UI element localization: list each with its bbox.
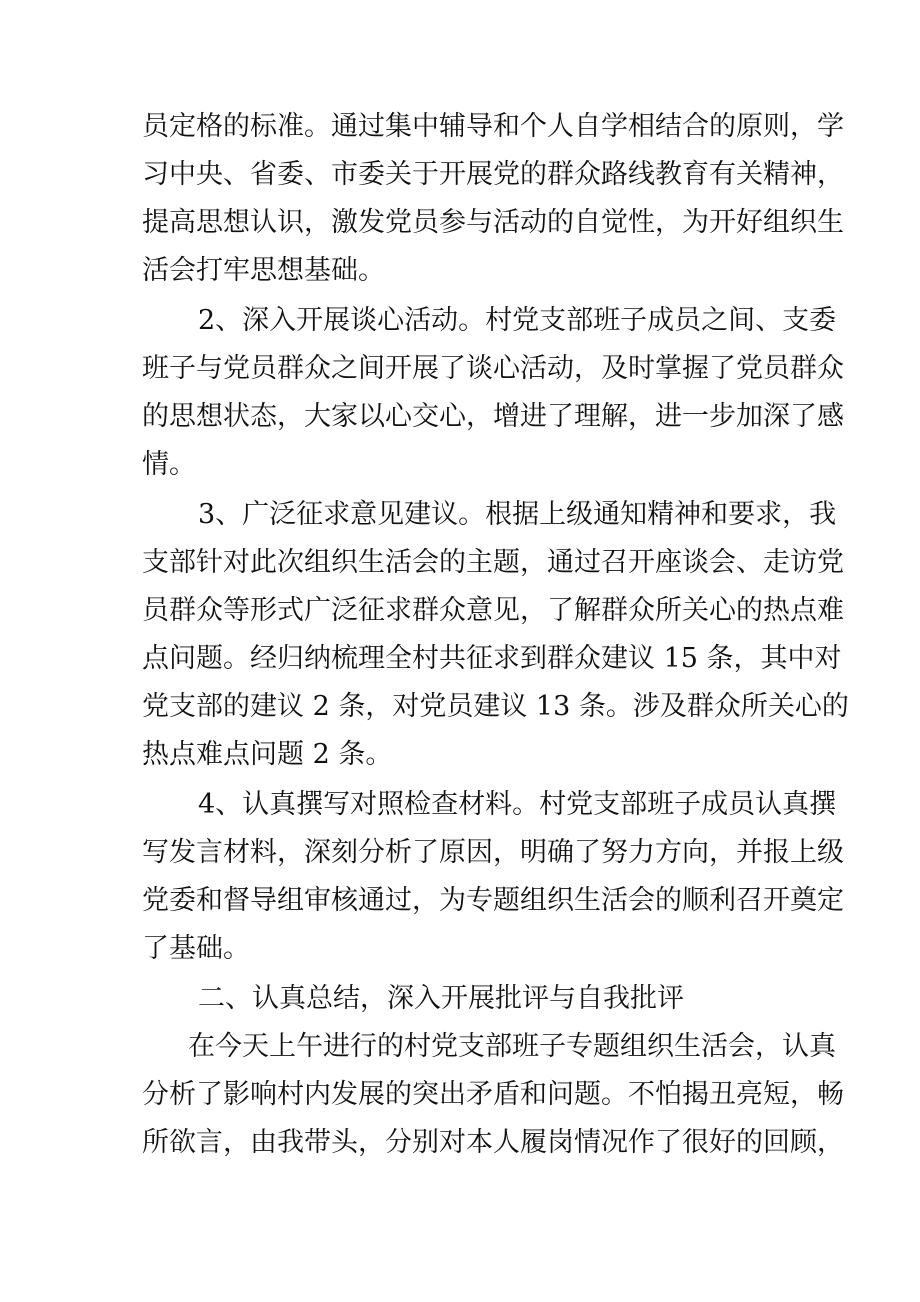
text-line-17: 党委和督导组审核通过，为专题组织生活会的顺利召开奠定 — [142, 885, 844, 916]
text-line-20: 在今天上午进行的村党支部班子专题组织生活会，认真 — [188, 1031, 836, 1062]
text-line-11: 员群众等形式广泛征求群众意见，了解群众所关心的热点难 — [142, 595, 844, 626]
text-line-14: 热点难点问题 2 条。 — [142, 739, 393, 770]
text-line-2: 习中央、省委、市委关于开展党的群众路线教育有关精神， — [142, 159, 844, 190]
text-line-21: 分析了影响村内发展的突出矛盾和问题。不怕揭丑亮短，畅 — [142, 1079, 844, 1110]
text-line-8: 情。 — [142, 449, 196, 480]
text-line-6: 班子与党员群众之间开展了谈心活动，及时掌握了党员群众 — [142, 353, 844, 384]
text-line-13: 党支部的建议 2 条，对党员建议 13 条。涉及群众所关心的 — [142, 691, 849, 722]
section-heading: 二、认真总结，深入开展批评与自我批评 — [198, 983, 684, 1014]
text-line-10: 支部针对此次组织生活会的主题，通过召开座谈会、走访党 — [142, 547, 844, 578]
text-line-7: 的思想状态，大家以心交心，增进了理解，进一步加深了感 — [142, 401, 844, 432]
text-line-22: 所欲言，由我带头，分别对本人履岗情况作了很好的回顾， — [142, 1127, 844, 1158]
text-line-9: 3、广泛征求意见建议。根据上级通知精神和要求，我 — [198, 499, 837, 530]
text-line-1: 员定格的标准。通过集中辅导和个人自学相结合的原则，学 — [142, 111, 844, 142]
text-line-15: 4、认真撰写对照检查材料。村党支部班子成员认真撰 — [198, 789, 837, 820]
text-line-3: 提高思想认识，激发党员参与活动的自觉性，为开好组织生 — [142, 207, 844, 238]
text-line-12: 点问题。经归纳梳理全村共征求到群众建议 15 条，其中对 — [142, 643, 842, 674]
text-line-4: 活会打牢思想基础。 — [142, 255, 385, 286]
text-line-18: 了基础。 — [142, 933, 250, 964]
text-line-5: 2、深入开展谈心活动。村党支部班子成员之间、支委 — [198, 305, 837, 336]
text-line-16: 写发言材料，深刻分析了原因，明确了努力方向，并报上级 — [142, 837, 844, 868]
